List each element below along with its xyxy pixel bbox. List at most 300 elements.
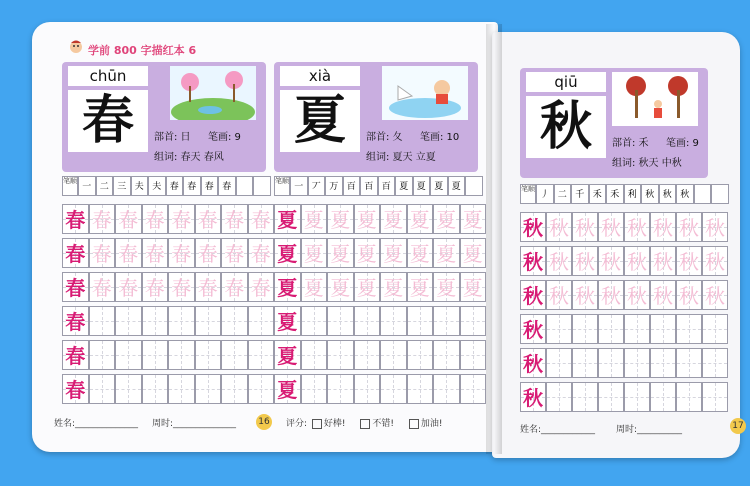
practice-character: 秋 bbox=[679, 284, 699, 308]
radical-info: 部首: 禾 bbox=[612, 138, 649, 149]
book-title: 学前 800 字描红本 6 bbox=[88, 44, 197, 57]
model-character-cell[interactable] bbox=[520, 382, 546, 412]
stroke-step-cell: 丆 bbox=[308, 176, 326, 196]
practice-row bbox=[62, 272, 274, 302]
practice-character: 秋 bbox=[653, 250, 673, 274]
blank-practice-cell[interactable] bbox=[248, 340, 275, 370]
blank-practice-cell[interactable] bbox=[624, 382, 650, 412]
word-examples: 组词: 夏天 立夏 bbox=[366, 152, 436, 163]
stroke-count: 笔画: 9 bbox=[666, 138, 699, 149]
stroke-step-cell bbox=[711, 184, 729, 204]
blank-practice-cell[interactable] bbox=[115, 340, 142, 370]
trace-character-cell[interactable] bbox=[546, 280, 572, 310]
blank-practice-cell[interactable] bbox=[221, 306, 248, 336]
stroke-count: 笔画: 10 bbox=[420, 132, 460, 143]
practice-row bbox=[520, 246, 728, 276]
practice-character: 秋 bbox=[575, 216, 595, 240]
stroke-step-cell: 一 bbox=[78, 176, 96, 196]
practice-character: 秋 bbox=[549, 250, 569, 274]
practice-character: 夏 bbox=[436, 208, 457, 232]
blank-practice-cell[interactable] bbox=[195, 374, 222, 404]
more-label: 加油! bbox=[420, 419, 443, 429]
mascot-icon bbox=[68, 38, 84, 54]
trace-character-cell[interactable] bbox=[702, 212, 728, 242]
blank-practice-cell[interactable] bbox=[702, 314, 728, 344]
score-label: 评分: bbox=[286, 419, 308, 429]
blank-practice-cell[interactable] bbox=[221, 374, 248, 404]
practice-character: 春 bbox=[65, 208, 86, 232]
stroke-step-cell: 万 bbox=[325, 176, 343, 196]
model-character-cell[interactable] bbox=[520, 246, 546, 276]
trace-character-cell[interactable] bbox=[407, 272, 434, 302]
blank-practice-cell[interactable] bbox=[142, 306, 169, 336]
stroke-step-cell: 夫 bbox=[148, 176, 166, 196]
trace-character-cell[interactable] bbox=[598, 246, 624, 276]
practice-character: 秋 bbox=[549, 216, 569, 240]
trace-character-cell[interactable] bbox=[354, 272, 381, 302]
blank-practice-cell[interactable] bbox=[354, 374, 381, 404]
practice-character: 春 bbox=[197, 276, 218, 300]
trace-character-cell[interactable] bbox=[89, 204, 116, 234]
stroke-step-cell: 三 bbox=[113, 176, 131, 196]
practice-character: 秋 bbox=[601, 216, 621, 240]
practice-character: 夏 bbox=[330, 276, 351, 300]
practice-character: 夏 bbox=[356, 242, 377, 266]
practice-character: 春 bbox=[65, 344, 86, 368]
blank-practice-cell[interactable] bbox=[301, 374, 328, 404]
stroke-step-cell: 夏 bbox=[430, 176, 448, 196]
practice-character: 夏 bbox=[277, 344, 298, 368]
stroke-order-label: 笔顺 bbox=[62, 176, 78, 196]
trace-character-cell[interactable] bbox=[380, 204, 407, 234]
practice-character: 秋 bbox=[601, 250, 621, 274]
week-label: 周时: bbox=[616, 425, 638, 435]
blank-practice-cell[interactable] bbox=[248, 306, 275, 336]
stroke-step-cell: 百 bbox=[343, 176, 361, 196]
blank-practice-cell[interactable] bbox=[572, 348, 598, 378]
practice-row bbox=[274, 306, 486, 336]
blank-practice-cell[interactable] bbox=[407, 340, 434, 370]
practice-row bbox=[520, 280, 728, 310]
practice-character: 夏 bbox=[303, 208, 324, 232]
blank-practice-cell[interactable] bbox=[624, 348, 650, 378]
practice-character: 春 bbox=[144, 208, 165, 232]
trace-character-cell[interactable] bbox=[460, 204, 487, 234]
autumn-scene-picture bbox=[612, 72, 698, 126]
practice-character: 秋 bbox=[627, 216, 647, 240]
practice-character: 秋 bbox=[705, 216, 725, 240]
practice-character: 夏 bbox=[303, 242, 324, 266]
trace-character-cell[interactable] bbox=[650, 212, 676, 242]
blank-practice-cell[interactable] bbox=[407, 374, 434, 404]
summer-scene-picture bbox=[382, 66, 468, 120]
practice-character: 夏 bbox=[356, 276, 377, 300]
good-checkbox[interactable] bbox=[360, 419, 370, 429]
practice-character: 春 bbox=[65, 276, 86, 300]
stroke-step-cell bbox=[253, 176, 271, 196]
blank-practice-cell[interactable] bbox=[327, 306, 354, 336]
stroke-order-row bbox=[520, 184, 729, 204]
model-character-cell[interactable] bbox=[520, 212, 546, 242]
blank-practice-cell[interactable] bbox=[407, 306, 434, 336]
trace-character-cell[interactable] bbox=[142, 272, 169, 302]
trace-character-cell[interactable] bbox=[624, 280, 650, 310]
model-character-cell[interactable] bbox=[274, 374, 301, 404]
practice-character: 春 bbox=[250, 242, 271, 266]
trace-character-cell[interactable] bbox=[248, 238, 275, 268]
blank-practice-cell[interactable] bbox=[380, 340, 407, 370]
blank-practice-cell[interactable] bbox=[168, 340, 195, 370]
stroke-step-cell: 夏 bbox=[395, 176, 413, 196]
trace-character-cell[interactable] bbox=[650, 246, 676, 276]
character-card-3 bbox=[520, 68, 708, 178]
stroke-order-row bbox=[62, 176, 271, 196]
model-character-cell[interactable] bbox=[62, 340, 89, 370]
blank-practice-cell[interactable] bbox=[650, 382, 676, 412]
blank-practice-cell[interactable] bbox=[460, 374, 487, 404]
stroke-order-row bbox=[274, 176, 483, 196]
page-number-right: 17 bbox=[730, 418, 746, 434]
trace-character-cell[interactable] bbox=[115, 204, 142, 234]
blank-practice-cell[interactable] bbox=[676, 382, 702, 412]
blank-practice-cell[interactable] bbox=[433, 374, 460, 404]
model-character-cell[interactable] bbox=[62, 374, 89, 404]
blank-practice-cell[interactable] bbox=[546, 382, 572, 412]
blank-practice-cell[interactable] bbox=[433, 340, 460, 370]
practice-character: 春 bbox=[91, 208, 112, 232]
trace-character-cell[interactable] bbox=[650, 280, 676, 310]
practice-character: 秋 bbox=[523, 352, 543, 376]
blank-practice-cell[interactable] bbox=[248, 374, 275, 404]
trace-character-cell[interactable] bbox=[327, 238, 354, 268]
practice-row bbox=[520, 348, 728, 378]
trace-character-cell[interactable] bbox=[433, 204, 460, 234]
blank-practice-cell[interactable] bbox=[380, 374, 407, 404]
model-character-cell[interactable] bbox=[520, 348, 546, 378]
stroke-step-cell: 百 bbox=[378, 176, 396, 196]
practice-character: 秋 bbox=[523, 284, 543, 308]
practice-character: 秋 bbox=[679, 216, 699, 240]
blank-practice-cell[interactable] bbox=[572, 382, 598, 412]
trace-character-cell[interactable] bbox=[221, 272, 248, 302]
practice-character: 夏 bbox=[277, 208, 298, 232]
practice-character: 夏 bbox=[462, 276, 483, 300]
practice-character: 春 bbox=[171, 208, 192, 232]
trace-character-cell[interactable] bbox=[407, 204, 434, 234]
stroke-step-cell: 春 bbox=[166, 176, 184, 196]
stroke-step-cell: 夫 bbox=[131, 176, 149, 196]
blank-practice-cell[interactable] bbox=[598, 348, 624, 378]
stroke-step-cell: 千 bbox=[571, 184, 589, 204]
trace-character-cell[interactable] bbox=[702, 280, 728, 310]
model-character-cell[interactable] bbox=[520, 280, 546, 310]
trace-character-cell[interactable] bbox=[195, 204, 222, 234]
blank-practice-cell[interactable] bbox=[460, 340, 487, 370]
trace-character-cell[interactable] bbox=[221, 238, 248, 268]
trace-character-cell[interactable] bbox=[407, 238, 434, 268]
trace-character-cell[interactable] bbox=[327, 204, 354, 234]
practice-character: 春 bbox=[65, 242, 86, 266]
trace-character-cell[interactable] bbox=[142, 238, 169, 268]
trace-character-cell[interactable] bbox=[624, 212, 650, 242]
blank-practice-cell[interactable] bbox=[433, 306, 460, 336]
practice-character: 夏 bbox=[277, 310, 298, 334]
practice-row bbox=[62, 204, 274, 234]
blank-practice-cell[interactable] bbox=[598, 382, 624, 412]
blank-practice-cell[interactable] bbox=[650, 314, 676, 344]
model-character-cell[interactable] bbox=[274, 238, 301, 268]
practice-character: 春 bbox=[171, 276, 192, 300]
trace-character-cell[interactable] bbox=[354, 238, 381, 268]
practice-character: 秋 bbox=[601, 284, 621, 308]
practice-row bbox=[274, 204, 486, 234]
trace-character-cell[interactable] bbox=[168, 204, 195, 234]
stroke-step-cell: 二 bbox=[554, 184, 572, 204]
practice-character: 春 bbox=[144, 276, 165, 300]
practice-row bbox=[520, 382, 728, 412]
model-character-cell[interactable] bbox=[274, 272, 301, 302]
practice-character: 春 bbox=[224, 276, 245, 300]
trace-character-cell[interactable] bbox=[380, 272, 407, 302]
blank-practice-cell[interactable] bbox=[221, 340, 248, 370]
practice-character: 秋 bbox=[575, 250, 595, 274]
practice-character: 夏 bbox=[277, 276, 298, 300]
practice-character: 夏 bbox=[330, 242, 351, 266]
practice-row bbox=[62, 238, 274, 268]
name-label: 姓名: bbox=[520, 425, 542, 435]
trace-character-cell[interactable] bbox=[702, 246, 728, 276]
blank-practice-cell[interactable] bbox=[354, 340, 381, 370]
workbook-spread bbox=[12, 8, 742, 482]
trace-character-cell[interactable] bbox=[433, 272, 460, 302]
stroke-step-cell: 秋 bbox=[659, 184, 677, 204]
trace-character-cell[interactable] bbox=[301, 272, 328, 302]
model-character-cell[interactable] bbox=[274, 340, 301, 370]
practice-character: 夏 bbox=[356, 208, 377, 232]
blank-practice-cell[interactable] bbox=[702, 382, 728, 412]
trace-character-cell[interactable] bbox=[115, 238, 142, 268]
practice-character: 夏 bbox=[383, 208, 404, 232]
blank-practice-cell[interactable] bbox=[460, 306, 487, 336]
trace-character-cell[interactable] bbox=[301, 204, 328, 234]
name-label: 姓名: bbox=[54, 419, 76, 429]
trace-character-cell[interactable] bbox=[221, 204, 248, 234]
model-character-cell[interactable] bbox=[274, 306, 301, 336]
practice-character: 春 bbox=[118, 208, 139, 232]
model-character-cell[interactable] bbox=[62, 272, 89, 302]
radical-info: 部首: 夂 bbox=[366, 132, 403, 143]
practice-character: 夏 bbox=[409, 242, 430, 266]
blank-practice-cell[interactable] bbox=[89, 340, 116, 370]
stroke-step-cell: 禾 bbox=[589, 184, 607, 204]
trace-character-cell[interactable] bbox=[546, 212, 572, 242]
model-character-cell[interactable] bbox=[62, 204, 89, 234]
practice-character: 夏 bbox=[277, 378, 298, 402]
blank-practice-cell[interactable] bbox=[327, 340, 354, 370]
trace-character-cell[interactable] bbox=[354, 204, 381, 234]
blank-practice-cell[interactable] bbox=[354, 306, 381, 336]
trace-character-cell[interactable] bbox=[598, 212, 624, 242]
blank-practice-cell[interactable] bbox=[142, 374, 169, 404]
trace-character-cell[interactable] bbox=[433, 238, 460, 268]
blank-practice-cell[interactable] bbox=[327, 374, 354, 404]
stroke-step-cell: 夏 bbox=[413, 176, 431, 196]
blank-practice-cell[interactable] bbox=[676, 314, 702, 344]
practice-row bbox=[62, 374, 274, 404]
model-character-cell[interactable] bbox=[274, 204, 301, 234]
blank-practice-cell[interactable] bbox=[301, 306, 328, 336]
practice-character: 秋 bbox=[627, 284, 647, 308]
stroke-step-cell bbox=[465, 176, 483, 196]
book-spine bbox=[486, 24, 502, 454]
trace-character-cell[interactable] bbox=[676, 212, 702, 242]
big-character: 秋 bbox=[526, 96, 606, 158]
footer-score bbox=[286, 416, 443, 429]
stroke-step-cell: 丿 bbox=[536, 184, 554, 204]
trace-character-cell[interactable] bbox=[460, 238, 487, 268]
stroke-step-cell: 夏 bbox=[448, 176, 466, 196]
pinyin: qiū bbox=[526, 72, 606, 92]
blank-practice-cell[interactable] bbox=[650, 348, 676, 378]
trace-character-cell[interactable] bbox=[327, 272, 354, 302]
blank-practice-cell[interactable] bbox=[142, 340, 169, 370]
practice-character: 秋 bbox=[653, 216, 673, 240]
blank-practice-cell[interactable] bbox=[115, 306, 142, 336]
stroke-step-cell: 春 bbox=[201, 176, 219, 196]
blank-practice-cell[interactable] bbox=[676, 348, 702, 378]
blank-practice-cell[interactable] bbox=[546, 314, 572, 344]
blank-practice-cell[interactable] bbox=[702, 348, 728, 378]
practice-row bbox=[62, 306, 274, 336]
stroke-step-cell bbox=[236, 176, 254, 196]
blank-practice-cell[interactable] bbox=[168, 306, 195, 336]
stroke-step-cell bbox=[694, 184, 712, 204]
blank-practice-cell[interactable] bbox=[115, 374, 142, 404]
trace-character-cell[interactable] bbox=[195, 238, 222, 268]
trace-character-cell[interactable] bbox=[301, 238, 328, 268]
practice-character: 夏 bbox=[383, 242, 404, 266]
trace-character-cell[interactable] bbox=[142, 204, 169, 234]
practice-row bbox=[274, 272, 486, 302]
trace-character-cell[interactable] bbox=[460, 272, 487, 302]
blank-practice-cell[interactable] bbox=[89, 374, 116, 404]
practice-character: 夏 bbox=[436, 242, 457, 266]
model-character-cell[interactable] bbox=[62, 238, 89, 268]
trace-character-cell[interactable] bbox=[598, 280, 624, 310]
character-card-2 bbox=[274, 62, 478, 172]
footer-name-right: 姓名:____________ bbox=[520, 425, 596, 435]
stroke-step-cell: 一 bbox=[290, 176, 308, 196]
trace-character-cell[interactable] bbox=[195, 272, 222, 302]
trace-character-cell[interactable] bbox=[89, 238, 116, 268]
trace-character-cell[interactable] bbox=[89, 272, 116, 302]
trace-character-cell[interactable] bbox=[115, 272, 142, 302]
blank-practice-cell[interactable] bbox=[624, 314, 650, 344]
big-character: 夏 bbox=[280, 90, 360, 152]
word-examples: 组词: 春天 春风 bbox=[154, 152, 224, 163]
stroke-step-cell: 二 bbox=[96, 176, 114, 196]
great-checkbox[interactable] bbox=[312, 419, 322, 429]
trace-character-cell[interactable] bbox=[572, 246, 598, 276]
practice-character: 秋 bbox=[523, 386, 543, 410]
pinyin: xià bbox=[280, 66, 360, 86]
trace-character-cell[interactable] bbox=[168, 238, 195, 268]
practice-character: 夏 bbox=[462, 242, 483, 266]
trace-character-cell[interactable] bbox=[546, 246, 572, 276]
blank-practice-cell[interactable] bbox=[89, 306, 116, 336]
trace-character-cell[interactable] bbox=[676, 246, 702, 276]
practice-character: 春 bbox=[91, 276, 112, 300]
footer-week-right: 周时:__________ bbox=[616, 425, 683, 435]
blank-practice-cell[interactable] bbox=[195, 306, 222, 336]
blank-practice-cell[interactable] bbox=[301, 340, 328, 370]
great-label: 好棒! bbox=[323, 419, 346, 429]
radical-info: 部首: 日 bbox=[154, 132, 191, 143]
footer-name-left: 姓名:______________ bbox=[54, 419, 139, 429]
practice-character: 秋 bbox=[705, 250, 725, 274]
practice-character: 夏 bbox=[409, 208, 430, 232]
practice-character: 春 bbox=[65, 378, 86, 402]
page-number-left: 16 bbox=[256, 414, 272, 430]
practice-character: 春 bbox=[91, 242, 112, 266]
practice-character: 秋 bbox=[523, 318, 543, 342]
practice-character: 夏 bbox=[277, 242, 298, 266]
practice-row bbox=[274, 238, 486, 268]
trace-character-cell[interactable] bbox=[168, 272, 195, 302]
practice-row bbox=[520, 212, 728, 242]
model-character-cell[interactable] bbox=[62, 306, 89, 336]
practice-character: 秋 bbox=[705, 284, 725, 308]
stroke-order-label: 笔顺 bbox=[274, 176, 290, 196]
character-card-1 bbox=[62, 62, 266, 172]
practice-character: 夏 bbox=[303, 276, 324, 300]
trace-character-cell[interactable] bbox=[248, 204, 275, 234]
practice-character: 秋 bbox=[523, 250, 543, 274]
blank-practice-cell[interactable] bbox=[195, 340, 222, 370]
practice-character: 春 bbox=[250, 276, 271, 300]
stroke-count: 笔画: 9 bbox=[208, 132, 241, 143]
trace-character-cell[interactable] bbox=[624, 246, 650, 276]
stroke-step-cell: 秋 bbox=[676, 184, 694, 204]
blank-practice-cell[interactable] bbox=[168, 374, 195, 404]
practice-character: 春 bbox=[118, 242, 139, 266]
trace-character-cell[interactable] bbox=[676, 280, 702, 310]
practice-character: 夏 bbox=[436, 276, 457, 300]
trace-character-cell[interactable] bbox=[572, 280, 598, 310]
practice-row bbox=[274, 340, 486, 370]
practice-character: 夏 bbox=[462, 208, 483, 232]
blank-practice-cell[interactable] bbox=[546, 348, 572, 378]
trace-character-cell[interactable] bbox=[248, 272, 275, 302]
practice-character: 秋 bbox=[627, 250, 647, 274]
practice-character: 春 bbox=[250, 208, 271, 232]
blank-practice-cell[interactable] bbox=[598, 314, 624, 344]
blank-practice-cell[interactable] bbox=[572, 314, 598, 344]
model-character-cell[interactable] bbox=[520, 314, 546, 344]
more-checkbox[interactable] bbox=[409, 419, 419, 429]
trace-character-cell[interactable] bbox=[572, 212, 598, 242]
practice-character: 秋 bbox=[679, 250, 699, 274]
practice-character: 秋 bbox=[549, 284, 569, 308]
footer-week-left: 周时:______________ bbox=[152, 419, 237, 429]
practice-row bbox=[520, 314, 728, 344]
practice-character: 春 bbox=[144, 242, 165, 266]
week-label: 周时: bbox=[152, 419, 174, 429]
stroke-step-cell: 春 bbox=[218, 176, 236, 196]
blank-practice-cell[interactable] bbox=[380, 306, 407, 336]
pinyin: chūn bbox=[68, 66, 148, 86]
trace-character-cell[interactable] bbox=[380, 238, 407, 268]
